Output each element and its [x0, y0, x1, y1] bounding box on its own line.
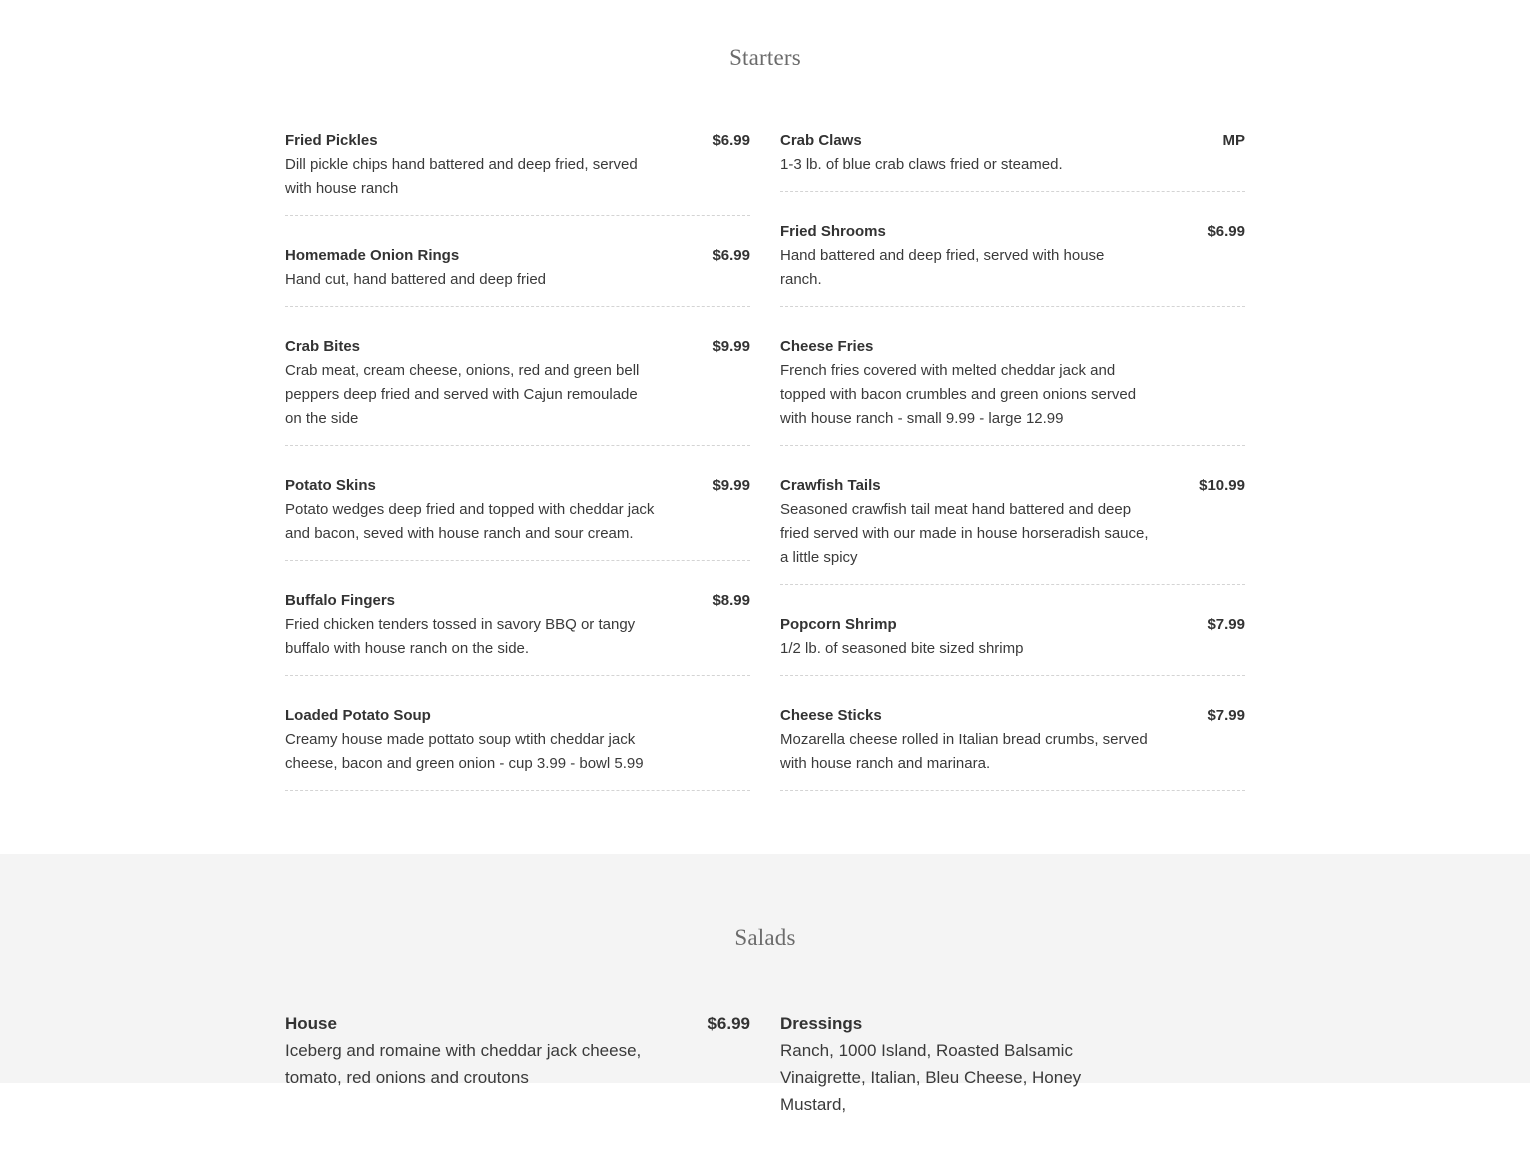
item-description: 1/2 lb. of seasoned bite sized shrimp [780, 640, 1024, 657]
menu-item [285, 586, 750, 676]
menu-item [285, 1007, 750, 1105]
item-description: Hand battered and deep fried, served with house ranch. [780, 247, 1105, 288]
menu-item [780, 471, 1245, 585]
item-price: $6.99 [712, 132, 750, 149]
menu-item [285, 126, 750, 216]
menu-item [285, 332, 750, 446]
item-price: $9.99 [712, 338, 750, 355]
item-description: Ranch, 1000 Island, Roasted Balsamic Vinaigrette, Italian, Bleu Cheese, Honey Mustard, [780, 1041, 1082, 1114]
item-price: $7.99 [1207, 707, 1245, 724]
menu-item [780, 126, 1245, 192]
item-name: Fried Pickles [285, 132, 378, 149]
starters-right-column [780, 126, 1245, 816]
menu-item [780, 217, 1245, 307]
item-price: $6.99 [712, 247, 750, 264]
item-name: Fried Shrooms [780, 223, 886, 240]
item-description: 1-3 lb. of blue crab claws fried or steamed. [780, 156, 1063, 173]
item-description: Potato wedges deep fried and topped with cheddar jack and bacon, seved with house ranch and sour cream. [285, 501, 655, 542]
item-price: $9.99 [712, 477, 750, 494]
item-name: House [285, 1014, 337, 1033]
starters-left-column [285, 126, 750, 816]
item-description: Hand cut, hand battered and deep fried [285, 271, 547, 288]
item-description: Dill pickle chips hand battered and deep fried, served with house ranch [285, 156, 638, 197]
salads-left-column [285, 1007, 750, 1130]
menu-item [285, 471, 750, 561]
item-price: $8.99 [712, 592, 750, 609]
item-name: Homemade Onion Rings [285, 247, 460, 264]
menu-item [780, 1007, 1245, 1132]
item-name: Crab Bites [285, 338, 361, 355]
salads-right-column [780, 1007, 1245, 1157]
item-description: Seasoned crawfish tail meat hand battered and deep fried served with our made in house horseradish sauce, a little spicy [780, 501, 1149, 566]
item-description: Iceberg and romaine with cheddar jack cheese, tomato, red onions and croutons [285, 1041, 642, 1087]
item-name: Crab Claws [780, 132, 862, 149]
item-name: Popcorn Shrimp [780, 616, 897, 633]
starters-title: Starters [729, 45, 801, 70]
item-name: Cheese Sticks [780, 707, 882, 724]
item-name: Potato Skins [285, 477, 376, 494]
item-name: Cheese Fries [780, 338, 874, 355]
item-name: Dressings [780, 1014, 863, 1033]
item-price: MP [1222, 132, 1245, 149]
menu-item [780, 332, 1245, 446]
item-description: Creamy house made pottato soup wtith cheddar jack cheese, bacon and green onion - cup 3.99 - bowl 5.99 [285, 731, 644, 772]
item-price: $6.99 [707, 1014, 750, 1033]
item-price: $10.99 [1199, 477, 1245, 494]
item-description: Crab meat, cream cheese, onions, red and green bell peppers deep fried and served with Cajun remoulade on the side [285, 362, 640, 427]
item-price: $7.99 [1207, 616, 1245, 633]
menu-item [285, 701, 750, 791]
menu-item [780, 610, 1245, 676]
item-name: Buffalo Fingers [285, 592, 396, 609]
item-description: Mozarella cheese rolled in Italian bread crumbs, served with house ranch and marinara. [780, 731, 1148, 772]
salads-section [0, 854, 1530, 1083]
item-price: $6.99 [1207, 223, 1245, 240]
menu-item [285, 241, 750, 307]
item-name: Loaded Potato Soup [285, 707, 431, 724]
item-description: French fries covered with melted cheddar jack and topped with bacon crumbles and green onions served with house ranch - small 9.99 - large 12.99 [780, 362, 1137, 427]
item-description: Fried chicken tenders tossed in savory BBQ or tangy buffalo with house ranch on the side. [285, 616, 636, 657]
menu-item [780, 701, 1245, 791]
item-name: Crawfish Tails [780, 477, 881, 494]
salads-title: Salads [734, 925, 796, 950]
